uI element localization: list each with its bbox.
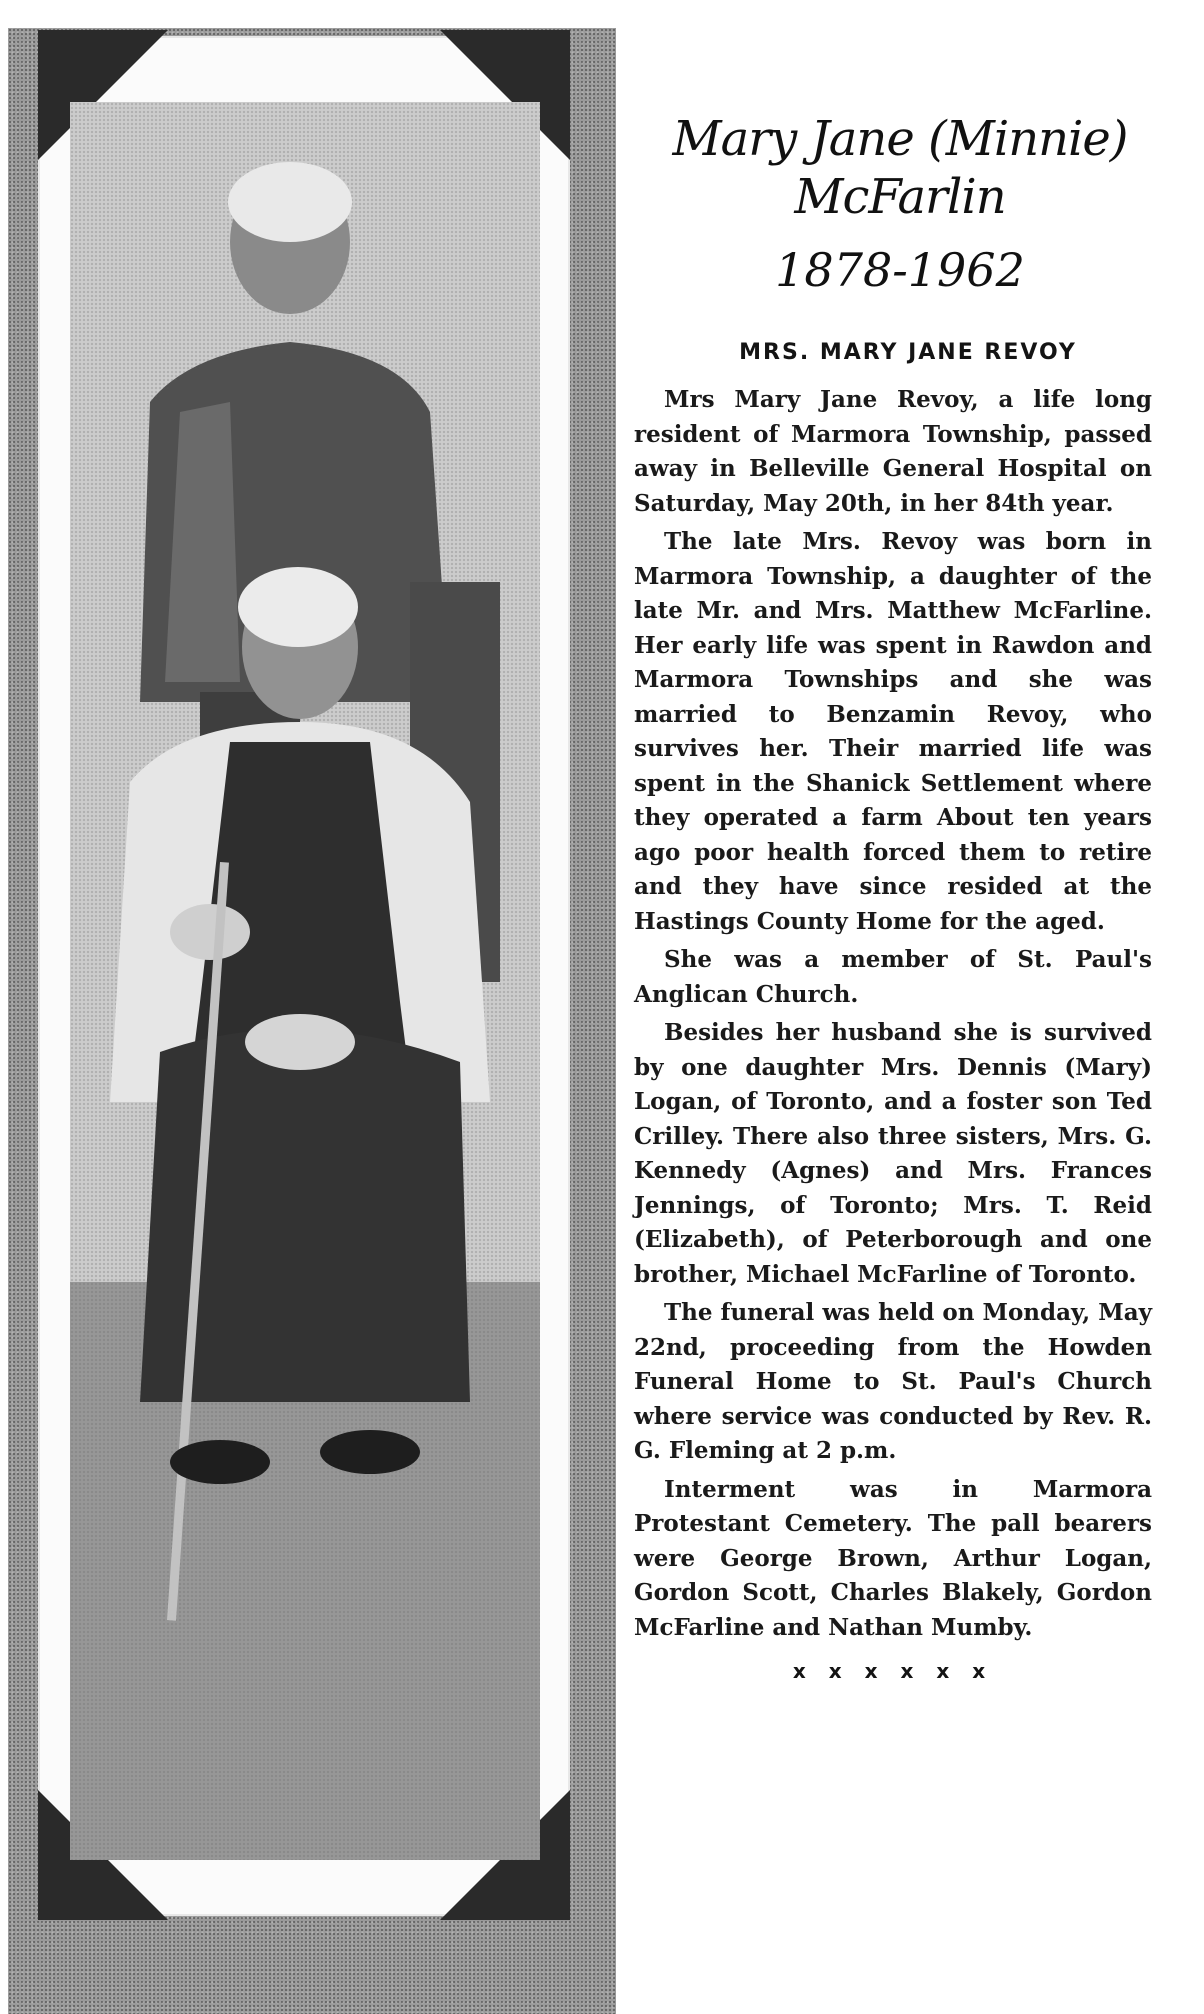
- obituary-paragraph: Besides her husband she is survived by one daughter Mrs. Dennis (Mary) Logan, of Toronto, and a foster son Ted Crilley. There also three sisters, Mrs. G. Kennedy (Agnes) and Mrs. Frances Jennings, of Toronto; Mrs. T. Reid (Elizabeth), of Peterborough and one brother, Michael McFarline of Toronto.: [634, 1019, 1152, 1288]
- obituary-paragraph: She was a member of St. Paul's Anglican Church.: [634, 946, 1152, 1008]
- title-years: 1878-1962: [775, 243, 1025, 297]
- title-surname: McFarlin: [794, 169, 1006, 225]
- memorial-title: [630, 110, 1170, 300]
- obituary-headline: MRS. MARY JANE REVOY: [739, 340, 1077, 365]
- portrait-illustration: [70, 102, 540, 1860]
- obituary-paragraph: The late Mrs. Revoy was born in Marmora Township, a daughter of the late Mr. and Mrs. Matthew McFarline. Her early life was spent in Rawdon and Marmora Townships and she was married to Benzamin Revoy, who survives her. Their married life was spent in the Shanick Settlement where they operated a farm About ten years ago poor health forced them to retire and they have since resided at the Hastings County Home for the aged.: [634, 528, 1152, 935]
- obituary-paragraph: The funeral was held on Monday, May 22nd, proceeding from the Howden Funeral Home to St. Paul's Church where service was conducted by Rev. R. G. Fleming at 2 p.m.: [634, 1299, 1152, 1464]
- end-marks: x x x x x x: [792, 1659, 994, 1683]
- obituary-paragraph: Interment was in Marmora Protestant Cemetery. The pall bearers were George Brown, Arthur Logan, Gordon Scott, Charles Blakely, Gordon McFarline and Nathan Mumby.: [634, 1475, 1152, 1641]
- obituary-clipping: [634, 340, 1152, 1683]
- portrait-photo: [70, 102, 540, 1860]
- title-name: Mary Jane (Minnie): [672, 111, 1128, 167]
- obituary-paragraph: Mrs Mary Jane Revoy, a life long resident of Marmora Township, passed away in Belleville General Hospital on Saturday, May 20th, in her 84th year.: [634, 386, 1152, 517]
